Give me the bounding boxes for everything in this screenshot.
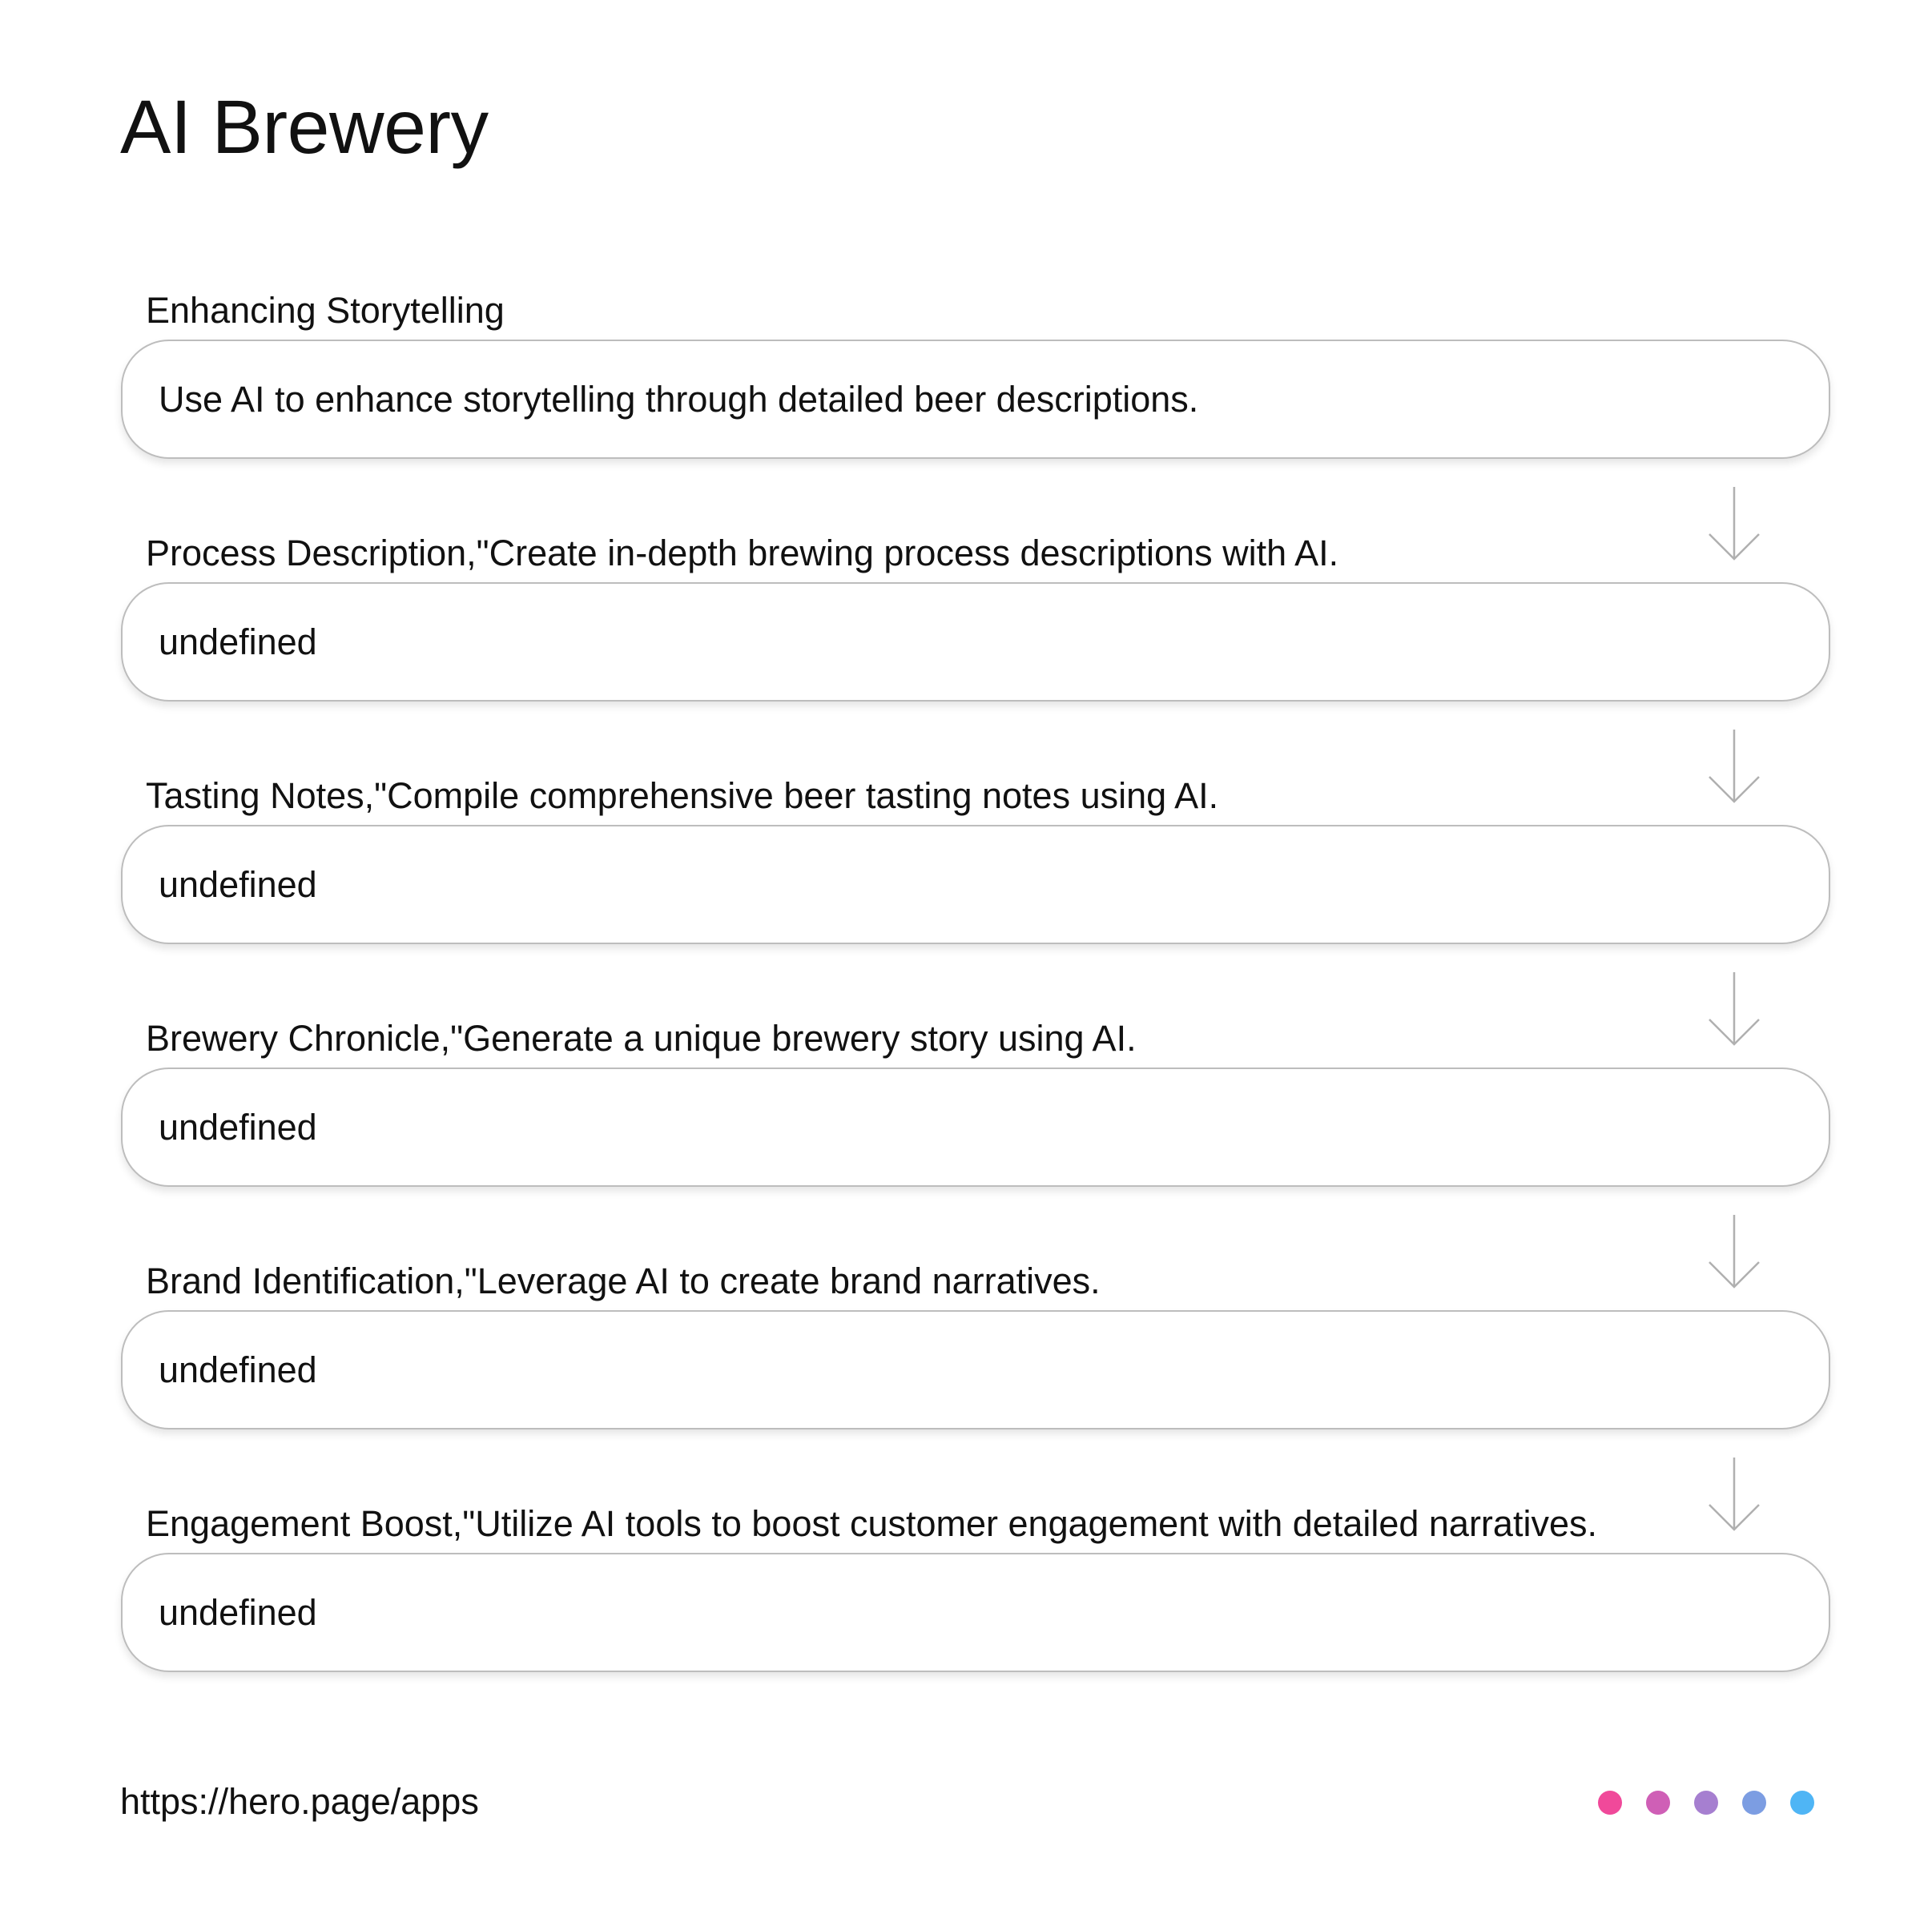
dot-blue: [1790, 1791, 1814, 1815]
dot-periwinkle: [1742, 1791, 1766, 1815]
footer-link[interactable]: https://hero.page/apps: [120, 1781, 479, 1822]
arrow-down-icon: [1706, 728, 1762, 808]
decorative-dots: [1598, 1791, 1814, 1815]
step-value-5: undefined: [159, 1349, 317, 1390]
arrow-down-icon: [1706, 1213, 1762, 1293]
step-label-6: Engagement Boost,"Utilize AI tools to boost customer engagement with detailed narratives.: [146, 1503, 1597, 1544]
step-box-2: [121, 582, 1830, 702]
step-box-6: [121, 1553, 1830, 1672]
step-label-2: Process Description,"Create in-depth brewing process descriptions with AI.: [146, 533, 1339, 573]
step-box-5: [121, 1310, 1830, 1429]
step-label-5: Brand Identification,"Leverage AI to create brand narratives.: [146, 1261, 1101, 1301]
dot-pink: [1598, 1791, 1622, 1815]
step-label-4: Brewery Chronicle,"Generate a unique brewery story using AI.: [146, 1018, 1137, 1059]
step-value-3: undefined: [159, 863, 317, 905]
step-label-1: Enhancing Storytelling: [146, 290, 505, 331]
arrow-down-icon: [1706, 485, 1762, 565]
step-box-4: [121, 1068, 1830, 1187]
step-box-1: [121, 340, 1830, 459]
arrow-down-icon: [1706, 971, 1762, 1051]
dot-purple: [1694, 1791, 1718, 1815]
step-value-2: undefined: [159, 621, 317, 662]
step-value-1: Use AI to enhance storytelling through detailed beer descriptions.: [159, 378, 1199, 420]
page-title: AI Brewery: [120, 85, 489, 170]
dot-magenta: [1646, 1791, 1670, 1815]
step-label-3: Tasting Notes,"Compile comprehensive beer tasting notes using AI.: [146, 775, 1219, 816]
arrow-down-icon: [1706, 1456, 1762, 1536]
step-value-4: undefined: [159, 1106, 317, 1148]
step-value-6: undefined: [159, 1591, 317, 1633]
step-box-3: [121, 825, 1830, 944]
